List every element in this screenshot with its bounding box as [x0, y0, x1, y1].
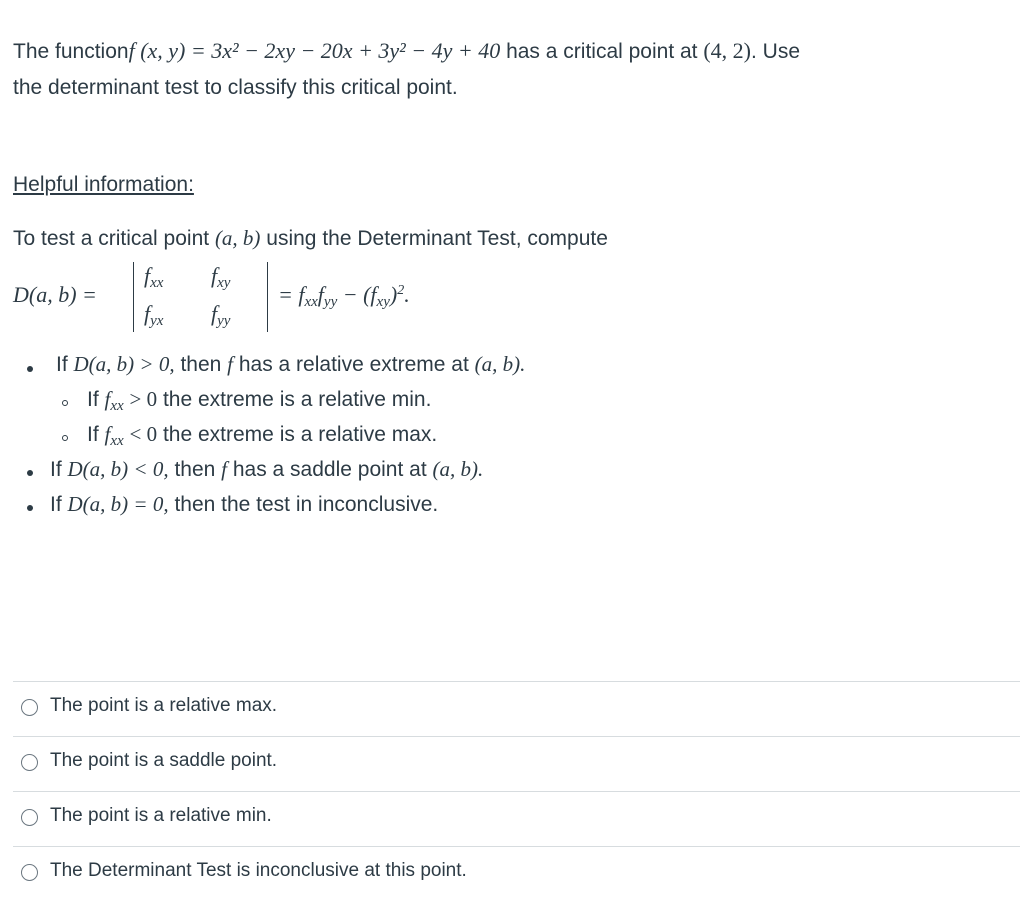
radio-button[interactable] [21, 864, 38, 881]
bullet-2 [27, 470, 33, 476]
rule-negative: If D(a, b) < 0, then f has a saddle point at (a, b). [50, 457, 484, 481]
answer-option[interactable] [13, 791, 1020, 846]
det-lhs: D(a, b) = [13, 282, 97, 307]
det-rhs: = fxxfyy − (fxy)$^2$. [278, 282, 410, 310]
intro-line [13, 226, 608, 251]
answer-label[interactable]: The Determinant Test is inconclusive at this point. [50, 860, 467, 881]
answer-label[interactable]: The point is a relative min. [50, 805, 272, 826]
bullet-1 [27, 366, 33, 372]
subbullet-2 [62, 435, 68, 441]
question-text [13, 33, 1013, 106]
answer-options [13, 681, 1020, 901]
intro-text: To test a critical point [13, 227, 210, 250]
matrix-fyy: fyy [211, 301, 231, 329]
bullet-3 [27, 505, 33, 511]
rule-zero: If D(a, b) = 0, then the test in inconclusive. [50, 492, 439, 516]
matrix-fyx: fyx [144, 301, 164, 329]
critical-point: (4, 2) [703, 38, 752, 63]
intro-point: (a, b) [214, 226, 261, 250]
answer-option[interactable] [13, 846, 1020, 901]
answer-label[interactable]: The point is a saddle point. [50, 750, 278, 771]
subbullet-1 [62, 400, 68, 406]
det-bar-right [267, 262, 268, 332]
radio-button[interactable] [21, 809, 38, 826]
rule-relative-max: If fxx < 0 the extreme is a relative max. [87, 422, 438, 449]
det-bar-left [133, 262, 134, 332]
radio-button[interactable] [21, 699, 38, 716]
matrix-fxy: fxy [211, 263, 231, 291]
question-post: . Use [751, 40, 801, 63]
function-expression: f (x, y) = 3x² − 2xy − 20x + 3y² − 4y + 40 [128, 38, 501, 63]
question-line2: the determinant test to classify this critical point. [13, 76, 458, 99]
question-pre: The function [13, 40, 129, 63]
answer-option[interactable] [13, 681, 1020, 736]
answer-label[interactable]: The point is a relative max. [50, 695, 278, 716]
intro-rest: using the Determinant Test, compute [266, 227, 608, 250]
determinant-formula [13, 258, 533, 334]
rule-positive: If D(a, b) > 0, then f has a relative extreme at (a, b). [56, 352, 526, 376]
answer-option[interactable] [13, 736, 1020, 791]
helpful-heading: Helpful information: [13, 173, 194, 196]
radio-button[interactable] [21, 754, 38, 771]
question-mid: has a critical point at [506, 40, 698, 63]
rule-relative-min: If fxx > 0 the extreme is a relative min. [87, 387, 432, 414]
matrix-fxx: fxx [144, 263, 164, 291]
